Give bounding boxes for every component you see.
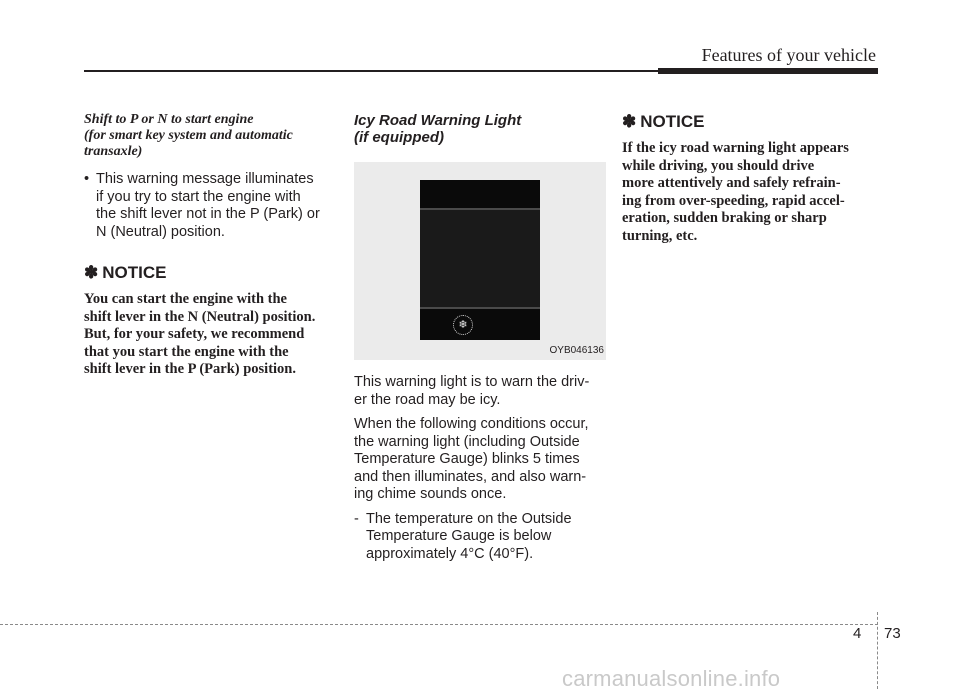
notice-box xyxy=(622,112,878,245)
paragraph xyxy=(354,374,606,409)
cluster-display xyxy=(420,180,540,340)
notice-box xyxy=(84,263,334,379)
bullet-mark: • xyxy=(84,171,90,187)
text-line: and then illuminates, and also warn- xyxy=(354,468,587,485)
text-line: ing chime sounds once. xyxy=(354,486,507,502)
text-line: that you start the engine with the xyxy=(84,343,289,360)
heading-line: (for smart key system and automatic xyxy=(84,128,293,143)
notice-title-text: NOTICE xyxy=(102,263,167,282)
notice-body xyxy=(84,291,334,379)
text-line: approximately 4°C (40°F). xyxy=(366,545,534,562)
shift-heading xyxy=(84,112,334,160)
column-right xyxy=(622,112,878,245)
heading-line: transaxle) xyxy=(84,144,143,159)
dash-item xyxy=(354,511,606,564)
cluster-figure xyxy=(354,162,606,360)
bullet-item xyxy=(84,171,334,241)
text-line: shift lever in the N (Neutral) position. xyxy=(84,308,316,325)
text-line: But, for your safety, we recommend xyxy=(84,326,305,342)
heading-line: Icy Road Warning Light xyxy=(354,112,522,129)
footer-divider xyxy=(877,612,878,689)
text-line: If the icy road warning light appears xyxy=(622,140,849,156)
text-line: the warning light (including Outside xyxy=(354,433,580,450)
notice-icon: ✽ xyxy=(622,112,637,131)
footer-rule xyxy=(0,624,878,625)
watermark: carmanualsonline.info xyxy=(562,666,781,689)
notice-icon: ✽ xyxy=(84,263,99,282)
text-line: eration, sudden braking or sharp xyxy=(622,210,827,226)
heading-line: (if equipped) xyxy=(354,129,444,146)
bullet-text xyxy=(96,171,334,241)
text-line: Temperature Gauge is below xyxy=(366,528,552,544)
display-top-band xyxy=(420,180,540,208)
chapter-number: 4 xyxy=(853,625,862,642)
notice-body xyxy=(622,140,878,245)
section-title: Features of your vehicle xyxy=(701,45,876,65)
text-line: er the road may be icy. xyxy=(354,391,501,408)
notice-title xyxy=(84,263,334,283)
text-line: This warning message illuminates xyxy=(96,171,314,187)
text-line: The temperature on the Outside xyxy=(366,510,572,527)
display-bottom-band xyxy=(420,309,540,340)
page-number: 73 xyxy=(884,625,901,642)
text-line: You can start the engine with the xyxy=(84,291,287,307)
text-line: When the following conditions occur, xyxy=(354,416,589,432)
text-line: while driving, you should drive xyxy=(622,157,815,174)
header-rule-accent xyxy=(658,68,878,74)
text-line: turning, etc. xyxy=(622,227,698,244)
text-line: ing from over-speeding, rapid accel- xyxy=(622,192,845,209)
text-line: Temperature Gauge) blinks 5 times xyxy=(354,451,580,467)
text-line: This warning light is to warn the driv- xyxy=(354,374,590,390)
text-line: more attentively and safely refrain- xyxy=(622,175,841,191)
text-line: if you try to start the engine with xyxy=(96,188,301,205)
figure-code: OYB046136 xyxy=(549,345,604,356)
dash-mark: - xyxy=(354,510,359,527)
dash-text xyxy=(366,511,606,564)
notice-title xyxy=(622,112,878,132)
display-divider xyxy=(420,208,540,210)
column-left xyxy=(84,112,334,379)
text-line: N (Neutral) position. xyxy=(96,223,225,240)
paragraph xyxy=(354,416,606,504)
text-line: shift lever in the P (Park) position. xyxy=(84,361,296,377)
snowflake-icon: ❄ xyxy=(453,315,473,335)
icy-road-heading xyxy=(354,112,606,146)
text-line: the shift lever not in the P (Park) or xyxy=(96,206,320,222)
notice-title-text: NOTICE xyxy=(640,112,705,131)
column-middle xyxy=(354,112,606,563)
heading-line: Shift to P or N to start engine xyxy=(84,112,254,127)
